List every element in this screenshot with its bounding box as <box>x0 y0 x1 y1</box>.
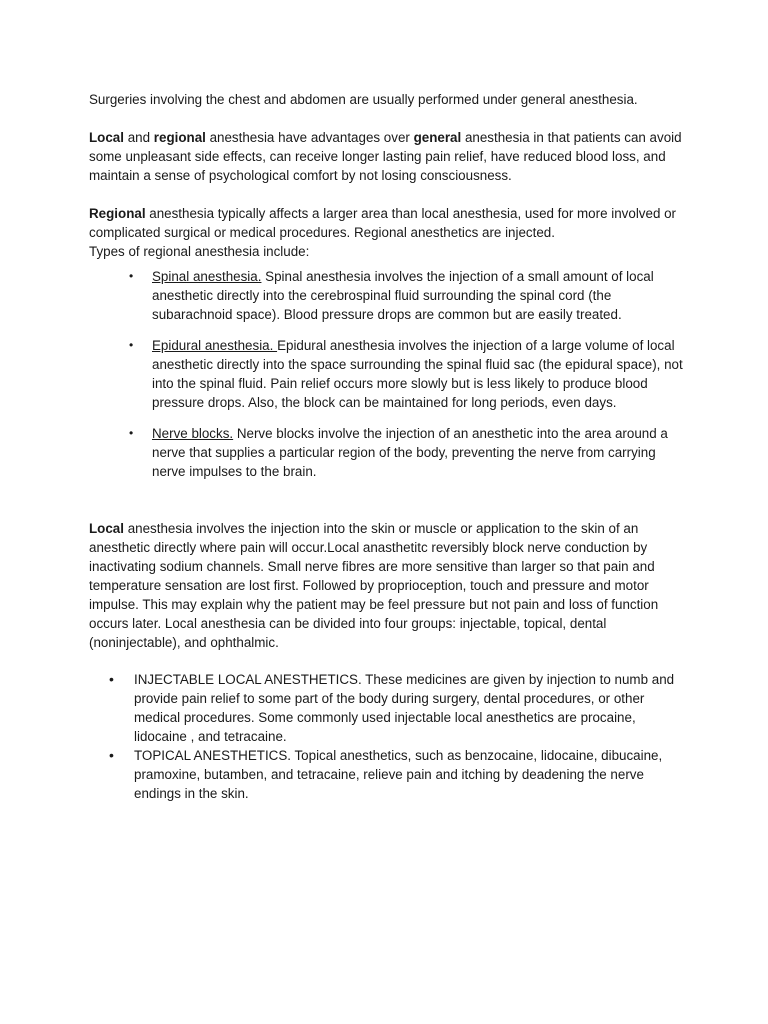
list-item-title: Spinal anesthesia. <box>152 269 262 284</box>
advantages-rest: anesthesia in that patients can avoid some unpleasant side effects, can receive longer lasting pain relief, have reduced blood loss, and maintain a sense of psychological comfort by not losing consciousness. <box>89 130 682 183</box>
bullet-icon: • <box>109 671 114 687</box>
list-item-title: Epidural anesthesia. <box>152 338 278 353</box>
list-item <box>89 267 689 324</box>
advantages-middle: anesthesia have advantages over <box>205 130 414 145</box>
list-item-text: TOPICAL ANESTHETICS. Topical anesthetics, such as benzocaine, lidocaine, dibucaine, pramoxine, butamben, and tetracaine, relieve pain and itching by deadening the nerve endings in the skin. <box>134 748 663 801</box>
advantages-paragraph <box>89 128 689 185</box>
list-item-text: Spinal anesthesia involves the injection of a small amount of local anesthetic directly into the cerebrospinal fluid surrounding the spinal cord (the subarachnoid space). Blood pressure drops are common but are easily treated. <box>152 269 654 322</box>
bullet-icon: • <box>129 269 134 283</box>
regional-lead: Regional <box>89 206 146 221</box>
list-item-text: Nerve blocks involve the injection of an anesthetic into the area around a nerve that supplies a particular region of the body, preventing the nerve from carrying nerve impulses to the brain. <box>152 426 668 479</box>
list-item <box>89 670 689 746</box>
regional-term: regional <box>153 130 206 145</box>
intro-paragraph: Surgeries involving the chest and abdomen are usually performed under general anesthesia. <box>89 92 638 107</box>
regional-types-list <box>89 267 689 481</box>
local-groups-list <box>89 670 689 803</box>
document-page <box>89 90 689 803</box>
list-item-title: Nerve blocks. <box>152 426 234 441</box>
local-description: anesthesia involves the injection into the skin or muscle or application to the skin of an anesthetic directly where pain will occur.Local anasthetitc reversibly block nerve conduction by inactivating sodium channels. Small nerve fibres are more sensitive than larger so that pain and temperature sensation are lost first. Followed by proprioception, touch and pressure and motor impulse. This may explain why the patient may be feel pressure but not pain and loss of function occurs later. Local anesthesia can be divided into four groups: injectable, topical, dental (noninjectable), and ophthalmic. <box>89 521 659 650</box>
bullet-icon: • <box>109 747 114 763</box>
and-text: and <box>123 130 154 145</box>
regional-paragraph <box>89 204 689 242</box>
general-term: general <box>413 130 462 145</box>
local-term: Local <box>89 130 124 145</box>
list-item-text: Epidural anesthesia involves the injection of a large volume of local anesthetic directly into the space surrounding the spinal fluid sac (the epidural space), not into the spinal fluid. Pain relief occurs more slowly but is less likely to produce blood pressure drops. Also, the block can be maintained for long periods, even days. <box>152 338 683 410</box>
local-paragraph <box>89 519 689 652</box>
bullet-icon: • <box>129 338 134 352</box>
regional-types-heading: Types of regional anesthesia include: <box>89 244 310 259</box>
local-lead: Local <box>89 521 124 536</box>
list-item-text: INJECTABLE LOCAL ANESTHETICS. These medicines are given by injection to numb and provide pain relief to some part of the body during surgery, dental procedures, or other medical procedures. Some commonly used injectable local anesthetics are procaine, lidocaine , and tetracaine. <box>134 672 675 744</box>
regional-description: anesthesia typically affects a larger area than local anesthesia, used for more involved or complicated surgical or medical procedures. Regional anesthetics are injected. <box>89 206 677 240</box>
bullet-icon: • <box>129 426 134 440</box>
list-item <box>89 336 689 412</box>
list-item <box>89 424 689 481</box>
list-item <box>89 746 689 803</box>
